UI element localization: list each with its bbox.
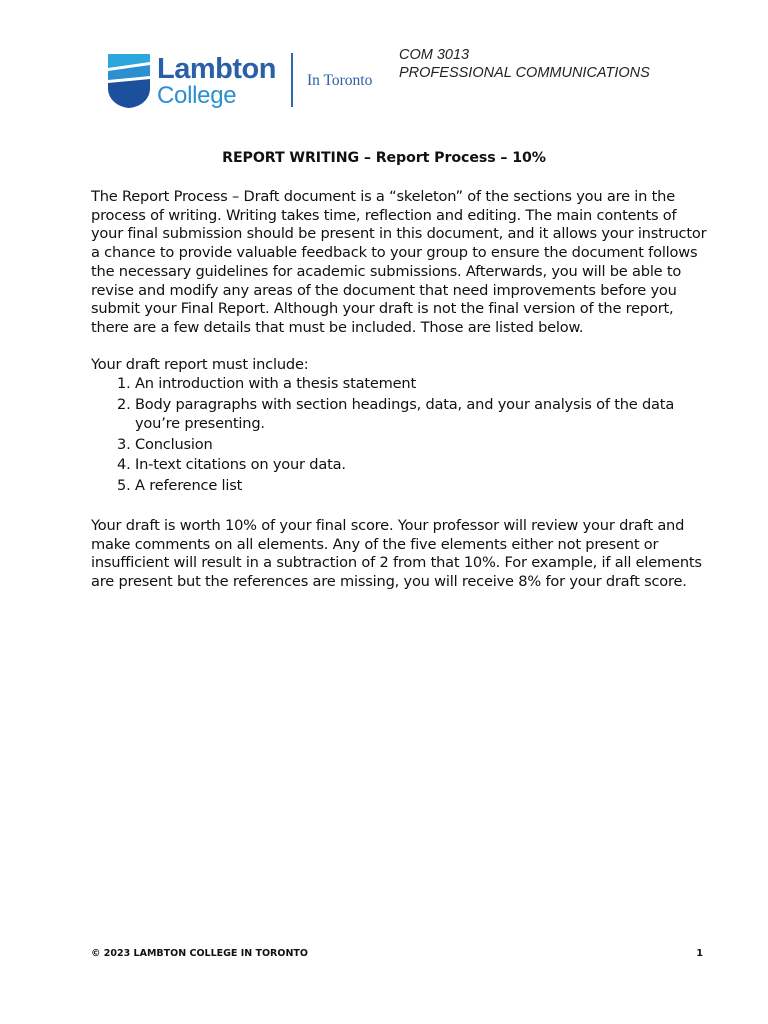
logo-word-college: College bbox=[157, 82, 237, 109]
requirements-list bbox=[91, 375, 711, 496]
list-item-text: Conclusion bbox=[135, 435, 213, 453]
list-item-number: 4. bbox=[117, 456, 131, 474]
document-title: REPORT WRITING – Report Process – 10% bbox=[222, 150, 546, 166]
intro-paragraph: The Report Process – Draft document is a “skeleton” of the sections you are in the process of writing. Writing takes time, reflection and editing. The main contents of your final submission should be present in this document, and it allows your instructor a chance to provide valuable feedback to your group to ensure the document follows the necessary guidelines for academic submissions. Afterwards, you will be able to revise and modify any areas of the document that need improvements before you submit your Final Report. Although your draft is not the final version of the report, there are a few details that must be included. Those are listed below. bbox=[91, 188, 707, 336]
course-info bbox=[399, 46, 650, 82]
page-header bbox=[0, 0, 768, 120]
list-item bbox=[91, 375, 711, 394]
list-item-number: 3. bbox=[117, 435, 131, 453]
grading-paragraph: Your draft is worth 10% of your final score. Your professor will review your draft and make comments on all elements. Any of the five elements either not present or insufficient will result in a subtraction of 2 from that 10%. For example, if all elements are present but the references are missing, you will receive 8% for your draft score. bbox=[91, 516, 702, 590]
course-name: PROFESSIONAL COMMUNICATIONS bbox=[399, 65, 650, 81]
logo-word-lambton: Lambton bbox=[157, 53, 276, 85]
list-item bbox=[91, 456, 711, 475]
list-item bbox=[91, 436, 711, 455]
course-code: COM 3013 bbox=[399, 47, 470, 63]
paragraph-spacer bbox=[91, 498, 711, 517]
list-item-number: 2. bbox=[117, 395, 131, 413]
list-item bbox=[91, 477, 711, 496]
logo-campus-text: In Toronto bbox=[307, 72, 373, 89]
list-item-number: 5. bbox=[117, 477, 131, 495]
list-item-text: An introduction with a thesis statement bbox=[135, 375, 417, 393]
footer-copyright: © 2023 LAMBTON COLLEGE IN TORONTO bbox=[91, 948, 308, 959]
list-item-text: A reference list bbox=[135, 477, 243, 495]
shield-icon bbox=[108, 54, 150, 108]
list-intro: Your draft report must include: bbox=[91, 356, 309, 374]
list-item bbox=[91, 396, 711, 433]
list-item-text: In-text citations on your data. bbox=[135, 456, 346, 474]
list-item-text: Body paragraphs with section headings, data, and your analysis of the data you’re presenting. bbox=[135, 395, 675, 432]
lambton-college-logo bbox=[106, 50, 396, 110]
document-body bbox=[91, 188, 711, 592]
paragraph-spacer bbox=[91, 338, 711, 357]
list-item-number: 1. bbox=[117, 375, 131, 393]
page-number: 1 bbox=[696, 948, 703, 959]
